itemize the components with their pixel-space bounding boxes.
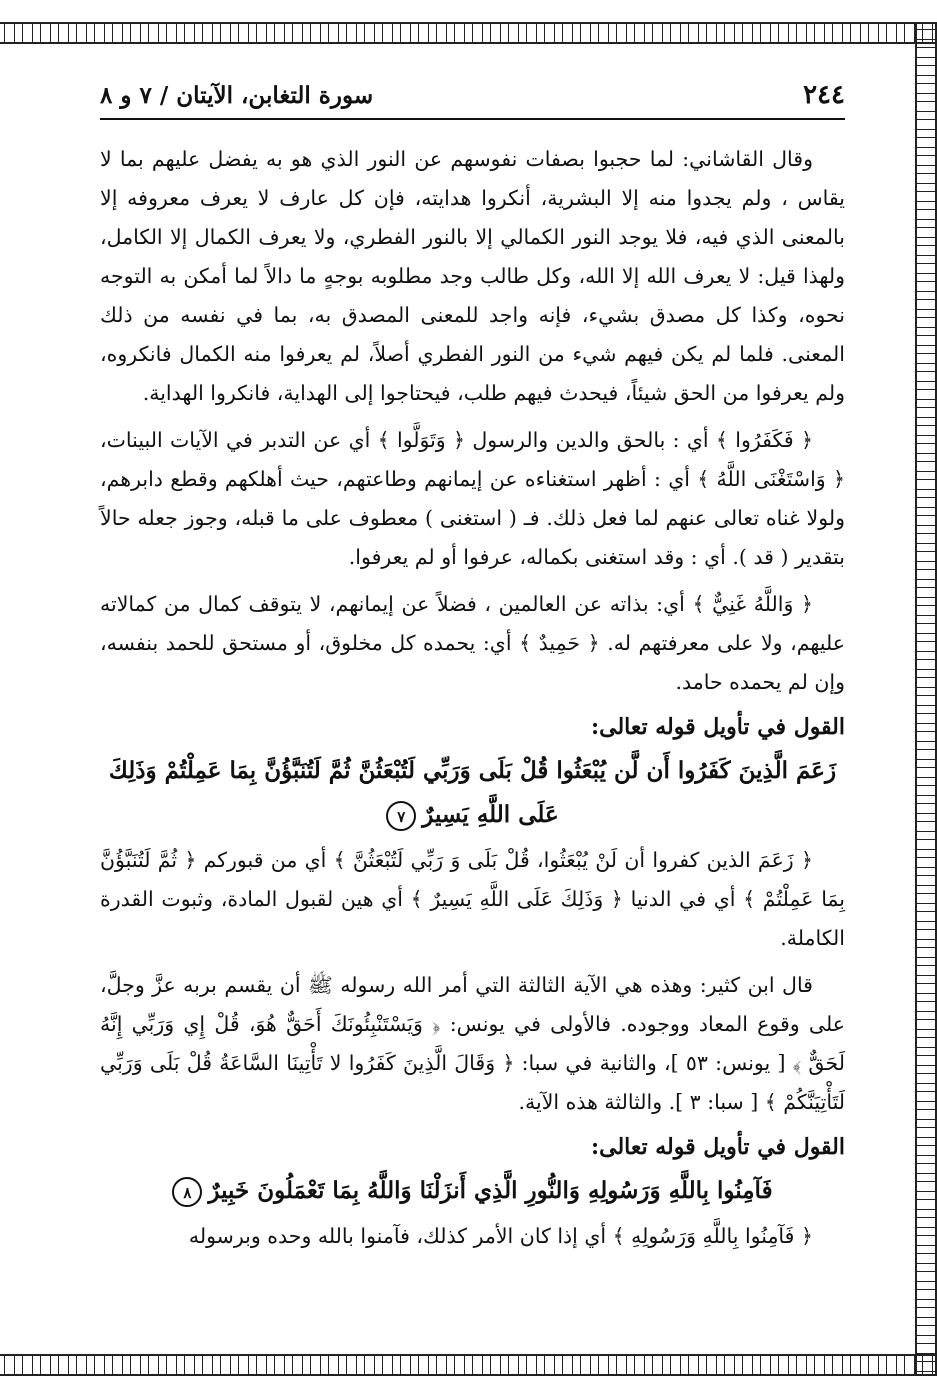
decorative-border-right xyxy=(915,22,937,1376)
paragraph-ibn-kathir: قال ابن كثير: وهذه هي الآية الثالثة التي أمر الله رسوله ﷺ أن يقسم بربه عزَّ وجلَّ، على وقوع المعاد ووجوده. فالأولى في يونس: ﴿ وَيَسْتَنْبِئُونَكَ أَحَقٌّ هُوَ، قُلْ إِي وَرَبِّي إِنَّهُ لَحَقٌّ ﴾ [ يونس: ٥٣ ]، والثانية في سبا: ﴿ وَقَالَ الَّذِينَ كَفَرُوا لا تَأْتِينَا السَّاعَةُ قُلْ بَلَى وَرَبِّي لَتَأْتِيَنَّكُمْ ﴾ [ سبا: ٣ ]. والثالثة هذه الآية. xyxy=(100,973,845,1114)
verse-7-text: زَعَمَ الَّذِينَ كَفَرُوا أَن لَّن يُبْعَثُوا قُلْ بَلَى وَرَبِّي لَتُبْعَثُنَّ ثُمَّ لَتُنَبَّؤُنَّ بِمَا عَمِلْتُمْ وَذَلِكَ عَلَى اللَّهِ يَسِيرٌ xyxy=(108,757,837,828)
quran-verse-8 xyxy=(100,1169,845,1213)
paragraph-aaminu: ﴿ فَآمِنُوا بِاللَّهِ وَرَسُولِهِ ﴾ أي إذا كان الأمر كذلك، فآمنوا بالله وحده وبرسوله xyxy=(188,1224,813,1248)
paragraph-qashani: وقال القاشاني: لما حجبوا بصفات نفوسهم عن النور الذي هو به يفضل عليهم بما لا يقاس ، ولم يجدوا منه إلا البشرية، أنكروا هدايته، فإن كل عارف لا يعرف معروفه إلا بالمعنى الذي فيه، فلا يوجد النور الكمالي إلا بالنور الفطري، ولا يعرف الكمال إلا الكامل، ولهذا قيل: لا يعرف الله إلا الله، وكل طالب وجد مطلوبه بوجهٍ ما دالاً لما أمكن به التوجه نحوه، وكذا كل مصدق بشيء، فإنه واجد للمعنى المصدق به، بما في نفسه من ذلك المعنى. فلما لم يكن فيهم شيء من النور الفطري أصلاً، لم يعرفوا منه الكمال فانكروه، ولم يعرفوا من الحق شيئاً، فيحدث فيهم طلب، فيحتاجوا إلى الهداية، فانكروا الهداية. xyxy=(100,147,845,405)
quran-verse-7 xyxy=(100,749,845,837)
verse-8-text: فَآمِنُوا بِاللَّهِ وَرَسُولِهِ وَالنُّورِ الَّذِي أَنزَلْنَا وَاللَّهُ بِمَا تَعْمَلُونَ خَبِيرٌ xyxy=(208,1177,773,1204)
decorative-border-top xyxy=(0,22,937,44)
ayah-number-8-icon: ٨ xyxy=(172,1177,202,1207)
page-header xyxy=(100,78,845,120)
paragraph-kafaru: ﴿ فَكَفَرُوا ﴾ أي : بالحق والدين والرسول ﴿ وَتَوَلَّوا ﴾ أي عن التدبر في الآيات البينات، ﴿ وَاسْتَغْنَى اللَّهُ ﴾ أي : أظهر استغناءه عن إيمانهم وطاعتهم، حيث أهلكهم وقطع دابرهم، ولولا غناه تعالى عنهم لما فعل ذلك. فـ ( استغنى ) معطوف على ما قبله، وجوز جعله حالاً بتقدير ( قد ). أي : وقد استغنى بكماله، عرفوا أو لم يعرفوا. xyxy=(100,428,845,569)
running-title: سورة التغابن، الآيتان / ٧ و ٨ xyxy=(100,82,374,109)
section-heading-verse-8: القول في تأويل قوله تعالى: xyxy=(591,1134,845,1160)
section-heading-verse-7: القول في تأويل قوله تعالى: xyxy=(591,714,845,740)
paragraph-ghaniyy: ﴿ وَاللَّهُ غَنِيٌّ ﴾ أي: بذاته عن العالمين ، فضلاً عن إيمانهم، لا يتوقف كمال من كمالاته عليهم، ولا على معرفتهم له. ﴿ حَمِيدٌ ﴾ أي: يحمده كل مخلوق، أو مستحق للحمد بنفسه، وإن لم يحمده حامد. xyxy=(100,592,845,694)
paragraph-zaama: ﴿ زَعَمَ الذين كفروا أن لَنْ يُبْعَثُوا، قُلْ بَلَى وَ رَبِّي لَتُبْعَثُنَّ ﴾ أي من قبوركم ﴿ ثُمَّ لَتُنَبَّؤُنَّ بِمَا عَمِلْتُمْ ﴾ أي في الدنيا ﴿ وَذَلِكَ عَلَى اللَّهِ يَسِيرٌ ﴾ أي هين لقبول المادة، وثبوت القدرة الكاملة. xyxy=(100,848,845,950)
ayah-number-7-icon: ٧ xyxy=(386,801,416,831)
page-number: ٢٤٤ xyxy=(803,80,845,110)
decorative-border-bottom xyxy=(0,1354,937,1376)
page-body xyxy=(100,140,845,1256)
